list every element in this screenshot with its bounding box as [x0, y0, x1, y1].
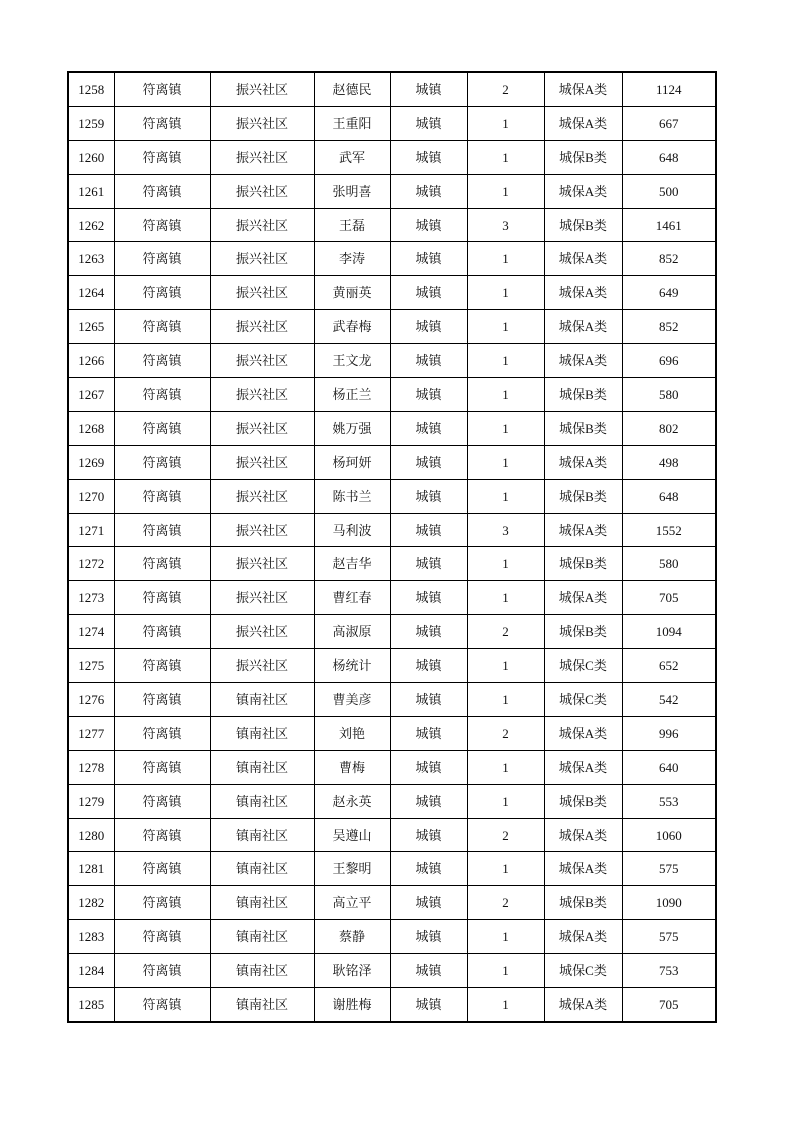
- cell-person-count: 1: [467, 445, 544, 479]
- cell-community: 振兴社区: [210, 513, 314, 547]
- cell-category: 城保B类: [544, 784, 622, 818]
- cell-community: 振兴社区: [210, 140, 314, 174]
- cell-amount: 580: [622, 378, 716, 412]
- cell-town: 符离镇: [114, 581, 210, 615]
- cell-person-count: 1: [467, 649, 544, 683]
- cell-category: 城保B类: [544, 140, 622, 174]
- cell-town: 符离镇: [114, 784, 210, 818]
- cell-community: 振兴社区: [210, 276, 314, 310]
- cell-community: 镇南社区: [210, 784, 314, 818]
- cell-community: 振兴社区: [210, 649, 314, 683]
- cell-town: 符离镇: [114, 615, 210, 649]
- cell-row-id: 1277: [68, 716, 114, 750]
- cell-community: 镇南社区: [210, 988, 314, 1022]
- table-row: [68, 411, 716, 445]
- cell-amount: 696: [622, 344, 716, 378]
- cell-row-id: 1272: [68, 547, 114, 581]
- cell-person-count: 3: [467, 208, 544, 242]
- cell-town: 符离镇: [114, 886, 210, 920]
- cell-person-count: 2: [467, 818, 544, 852]
- cell-category: 城保B类: [544, 208, 622, 242]
- table-row: [68, 106, 716, 140]
- cell-category: 城保A类: [544, 445, 622, 479]
- cell-person-count: 1: [467, 547, 544, 581]
- cell-town: 符离镇: [114, 140, 210, 174]
- cell-amount: 667: [622, 106, 716, 140]
- cell-row-id: 1268: [68, 411, 114, 445]
- table-row: [68, 513, 716, 547]
- cell-person-count: 1: [467, 750, 544, 784]
- table-row: [68, 547, 716, 581]
- cell-town: 符离镇: [114, 513, 210, 547]
- cell-category: 城保A类: [544, 310, 622, 344]
- cell-row-id: 1273: [68, 581, 114, 615]
- cell-amount: 1461: [622, 208, 716, 242]
- cell-name: 耿铭泽: [314, 954, 390, 988]
- cell-amount: 500: [622, 174, 716, 208]
- cell-town: 符离镇: [114, 716, 210, 750]
- cell-community: 振兴社区: [210, 344, 314, 378]
- cell-name: 曹梅: [314, 750, 390, 784]
- cell-community: 镇南社区: [210, 920, 314, 954]
- table-row: [68, 445, 716, 479]
- cell-town: 符离镇: [114, 920, 210, 954]
- cell-town: 符离镇: [114, 818, 210, 852]
- cell-category: 城保C类: [544, 683, 622, 717]
- cell-community: 振兴社区: [210, 72, 314, 106]
- cell-residence-type: 城镇: [390, 954, 467, 988]
- cell-town: 符离镇: [114, 276, 210, 310]
- table-row: [68, 988, 716, 1022]
- cell-person-count: 1: [467, 174, 544, 208]
- cell-name: 赵永英: [314, 784, 390, 818]
- cell-name: 张明喜: [314, 174, 390, 208]
- cell-community: 振兴社区: [210, 581, 314, 615]
- cell-row-id: 1258: [68, 72, 114, 106]
- cell-community: 镇南社区: [210, 818, 314, 852]
- cell-amount: 753: [622, 954, 716, 988]
- cell-row-id: 1259: [68, 106, 114, 140]
- cell-residence-type: 城镇: [390, 411, 467, 445]
- cell-town: 符离镇: [114, 378, 210, 412]
- cell-row-id: 1264: [68, 276, 114, 310]
- cell-name: 武军: [314, 140, 390, 174]
- table-row: [68, 818, 716, 852]
- cell-residence-type: 城镇: [390, 72, 467, 106]
- cell-amount: 575: [622, 852, 716, 886]
- cell-community: 振兴社区: [210, 547, 314, 581]
- cell-person-count: 1: [467, 920, 544, 954]
- table-row: [68, 344, 716, 378]
- cell-row-id: 1266: [68, 344, 114, 378]
- cell-residence-type: 城镇: [390, 716, 467, 750]
- cell-category: 城保A类: [544, 852, 622, 886]
- cell-amount: 852: [622, 242, 716, 276]
- cell-amount: 705: [622, 581, 716, 615]
- cell-residence-type: 城镇: [390, 310, 467, 344]
- cell-category: 城保A类: [544, 716, 622, 750]
- cell-town: 符离镇: [114, 479, 210, 513]
- cell-town: 符离镇: [114, 208, 210, 242]
- cell-community: 振兴社区: [210, 106, 314, 140]
- cell-row-id: 1263: [68, 242, 114, 276]
- cell-amount: 649: [622, 276, 716, 310]
- cell-row-id: 1262: [68, 208, 114, 242]
- cell-residence-type: 城镇: [390, 886, 467, 920]
- table-row: [68, 615, 716, 649]
- cell-category: 城保B类: [544, 411, 622, 445]
- cell-residence-type: 城镇: [390, 276, 467, 310]
- table-row: [68, 920, 716, 954]
- table-row: [68, 72, 716, 106]
- cell-name: 刘艳: [314, 716, 390, 750]
- cell-category: 城保A类: [544, 276, 622, 310]
- cell-name: 谢胜梅: [314, 988, 390, 1022]
- cell-town: 符离镇: [114, 411, 210, 445]
- cell-town: 符离镇: [114, 852, 210, 886]
- cell-person-count: 1: [467, 683, 544, 717]
- cell-community: 镇南社区: [210, 886, 314, 920]
- cell-amount: 648: [622, 479, 716, 513]
- table-row: [68, 242, 716, 276]
- cell-residence-type: 城镇: [390, 683, 467, 717]
- cell-category: 城保A类: [544, 344, 622, 378]
- cell-name: 马利波: [314, 513, 390, 547]
- table-row: [68, 649, 716, 683]
- cell-residence-type: 城镇: [390, 445, 467, 479]
- cell-residence-type: 城镇: [390, 513, 467, 547]
- cell-residence-type: 城镇: [390, 750, 467, 784]
- cell-name: 陈书兰: [314, 479, 390, 513]
- cell-person-count: 2: [467, 716, 544, 750]
- cell-town: 符离镇: [114, 649, 210, 683]
- cell-community: 振兴社区: [210, 479, 314, 513]
- cell-town: 符离镇: [114, 988, 210, 1022]
- cell-name: 武春梅: [314, 310, 390, 344]
- cell-amount: 705: [622, 988, 716, 1022]
- cell-residence-type: 城镇: [390, 208, 467, 242]
- cell-residence-type: 城镇: [390, 615, 467, 649]
- cell-row-id: 1267: [68, 378, 114, 412]
- cell-name: 王文龙: [314, 344, 390, 378]
- cell-category: 城保B类: [544, 378, 622, 412]
- cell-amount: 852: [622, 310, 716, 344]
- cell-name: 李涛: [314, 242, 390, 276]
- cell-person-count: 1: [467, 378, 544, 412]
- cell-person-count: 1: [467, 852, 544, 886]
- cell-person-count: 1: [467, 784, 544, 818]
- table-body: [68, 72, 716, 1022]
- cell-residence-type: 城镇: [390, 106, 467, 140]
- cell-residence-type: 城镇: [390, 988, 467, 1022]
- cell-row-id: 1283: [68, 920, 114, 954]
- cell-community: 镇南社区: [210, 852, 314, 886]
- cell-name: 高淑原: [314, 615, 390, 649]
- cell-town: 符离镇: [114, 242, 210, 276]
- table-row: [68, 378, 716, 412]
- cell-community: 镇南社区: [210, 716, 314, 750]
- cell-category: 城保A类: [544, 106, 622, 140]
- cell-community: 镇南社区: [210, 683, 314, 717]
- cell-person-count: 1: [467, 988, 544, 1022]
- cell-person-count: 2: [467, 72, 544, 106]
- cell-row-id: 1276: [68, 683, 114, 717]
- cell-residence-type: 城镇: [390, 344, 467, 378]
- cell-residence-type: 城镇: [390, 378, 467, 412]
- cell-name: 高立平: [314, 886, 390, 920]
- cell-row-id: 1265: [68, 310, 114, 344]
- cell-residence-type: 城镇: [390, 174, 467, 208]
- cell-town: 符离镇: [114, 72, 210, 106]
- cell-name: 王磊: [314, 208, 390, 242]
- cell-category: 城保A类: [544, 988, 622, 1022]
- cell-residence-type: 城镇: [390, 649, 467, 683]
- cell-person-count: 1: [467, 954, 544, 988]
- cell-category: 城保A类: [544, 750, 622, 784]
- table-row: [68, 954, 716, 988]
- cell-community: 振兴社区: [210, 411, 314, 445]
- table-row: [68, 581, 716, 615]
- cell-amount: 580: [622, 547, 716, 581]
- cell-town: 符离镇: [114, 683, 210, 717]
- table-row: [68, 174, 716, 208]
- cell-person-count: 2: [467, 615, 544, 649]
- table-row: [68, 784, 716, 818]
- cell-name: 吴遵山: [314, 818, 390, 852]
- cell-category: 城保B类: [544, 479, 622, 513]
- cell-amount: 802: [622, 411, 716, 445]
- cell-amount: 996: [622, 716, 716, 750]
- cell-amount: 575: [622, 920, 716, 954]
- cell-community: 振兴社区: [210, 310, 314, 344]
- cell-category: 城保A类: [544, 818, 622, 852]
- cell-person-count: 1: [467, 106, 544, 140]
- table-row: [68, 310, 716, 344]
- cell-category: 城保B类: [544, 886, 622, 920]
- cell-town: 符离镇: [114, 547, 210, 581]
- cell-row-id: 1278: [68, 750, 114, 784]
- cell-category: 城保B类: [544, 547, 622, 581]
- cell-person-count: 1: [467, 310, 544, 344]
- cell-row-id: 1269: [68, 445, 114, 479]
- cell-person-count: 1: [467, 344, 544, 378]
- cell-town: 符离镇: [114, 954, 210, 988]
- cell-name: 赵德民: [314, 72, 390, 106]
- cell-town: 符离镇: [114, 750, 210, 784]
- cell-name: 蔡静: [314, 920, 390, 954]
- cell-community: 振兴社区: [210, 445, 314, 479]
- cell-category: 城保A类: [544, 72, 622, 106]
- cell-person-count: 3: [467, 513, 544, 547]
- cell-amount: 542: [622, 683, 716, 717]
- cell-community: 镇南社区: [210, 954, 314, 988]
- cell-residence-type: 城镇: [390, 852, 467, 886]
- cell-town: 符离镇: [114, 445, 210, 479]
- cell-town: 符离镇: [114, 174, 210, 208]
- cell-category: 城保C类: [544, 954, 622, 988]
- cell-row-id: 1280: [68, 818, 114, 852]
- cell-person-count: 2: [467, 886, 544, 920]
- cell-person-count: 1: [467, 140, 544, 174]
- cell-residence-type: 城镇: [390, 581, 467, 615]
- cell-amount: 648: [622, 140, 716, 174]
- cell-amount: 652: [622, 649, 716, 683]
- cell-person-count: 1: [467, 411, 544, 445]
- cell-row-id: 1270: [68, 479, 114, 513]
- table-row: [68, 750, 716, 784]
- records-table: [67, 71, 717, 1023]
- cell-name: 赵吉华: [314, 547, 390, 581]
- cell-residence-type: 城镇: [390, 818, 467, 852]
- cell-residence-type: 城镇: [390, 479, 467, 513]
- cell-category: 城保C类: [544, 649, 622, 683]
- cell-row-id: 1284: [68, 954, 114, 988]
- cell-amount: 553: [622, 784, 716, 818]
- cell-residence-type: 城镇: [390, 784, 467, 818]
- cell-name: 王重阳: [314, 106, 390, 140]
- cell-name: 杨正兰: [314, 378, 390, 412]
- cell-category: 城保B类: [544, 615, 622, 649]
- cell-person-count: 1: [467, 581, 544, 615]
- cell-amount: 498: [622, 445, 716, 479]
- cell-name: 王黎明: [314, 852, 390, 886]
- cell-category: 城保A类: [544, 513, 622, 547]
- cell-amount: 1090: [622, 886, 716, 920]
- table-row: [68, 208, 716, 242]
- cell-row-id: 1274: [68, 615, 114, 649]
- cell-person-count: 1: [467, 479, 544, 513]
- cell-row-id: 1282: [68, 886, 114, 920]
- cell-town: 符离镇: [114, 106, 210, 140]
- cell-row-id: 1279: [68, 784, 114, 818]
- cell-name: 曹美彦: [314, 683, 390, 717]
- cell-community: 振兴社区: [210, 208, 314, 242]
- cell-community: 振兴社区: [210, 615, 314, 649]
- table-row: [68, 683, 716, 717]
- cell-community: 振兴社区: [210, 378, 314, 412]
- cell-amount: 1124: [622, 72, 716, 106]
- cell-residence-type: 城镇: [390, 547, 467, 581]
- cell-town: 符离镇: [114, 310, 210, 344]
- table-row: [68, 852, 716, 886]
- cell-row-id: 1260: [68, 140, 114, 174]
- cell-name: 姚万强: [314, 411, 390, 445]
- cell-category: 城保A类: [544, 174, 622, 208]
- cell-residence-type: 城镇: [390, 140, 467, 174]
- cell-row-id: 1275: [68, 649, 114, 683]
- cell-amount: 1060: [622, 818, 716, 852]
- cell-row-id: 1271: [68, 513, 114, 547]
- table-row: [68, 479, 716, 513]
- cell-amount: 1552: [622, 513, 716, 547]
- table-row: [68, 140, 716, 174]
- cell-community: 镇南社区: [210, 750, 314, 784]
- cell-row-id: 1285: [68, 988, 114, 1022]
- cell-town: 符离镇: [114, 344, 210, 378]
- cell-name: 黄丽英: [314, 276, 390, 310]
- cell-amount: 1094: [622, 615, 716, 649]
- cell-person-count: 1: [467, 242, 544, 276]
- cell-row-id: 1281: [68, 852, 114, 886]
- cell-community: 振兴社区: [210, 242, 314, 276]
- cell-category: 城保A类: [544, 242, 622, 276]
- cell-amount: 640: [622, 750, 716, 784]
- cell-name: 曹红春: [314, 581, 390, 615]
- table-row: [68, 276, 716, 310]
- cell-name: 杨统计: [314, 649, 390, 683]
- cell-row-id: 1261: [68, 174, 114, 208]
- table-row: [68, 716, 716, 750]
- cell-community: 振兴社区: [210, 174, 314, 208]
- cell-category: 城保A类: [544, 581, 622, 615]
- cell-residence-type: 城镇: [390, 920, 467, 954]
- table-row: [68, 886, 716, 920]
- cell-category: 城保A类: [544, 920, 622, 954]
- cell-residence-type: 城镇: [390, 242, 467, 276]
- cell-name: 杨珂妍: [314, 445, 390, 479]
- cell-person-count: 1: [467, 276, 544, 310]
